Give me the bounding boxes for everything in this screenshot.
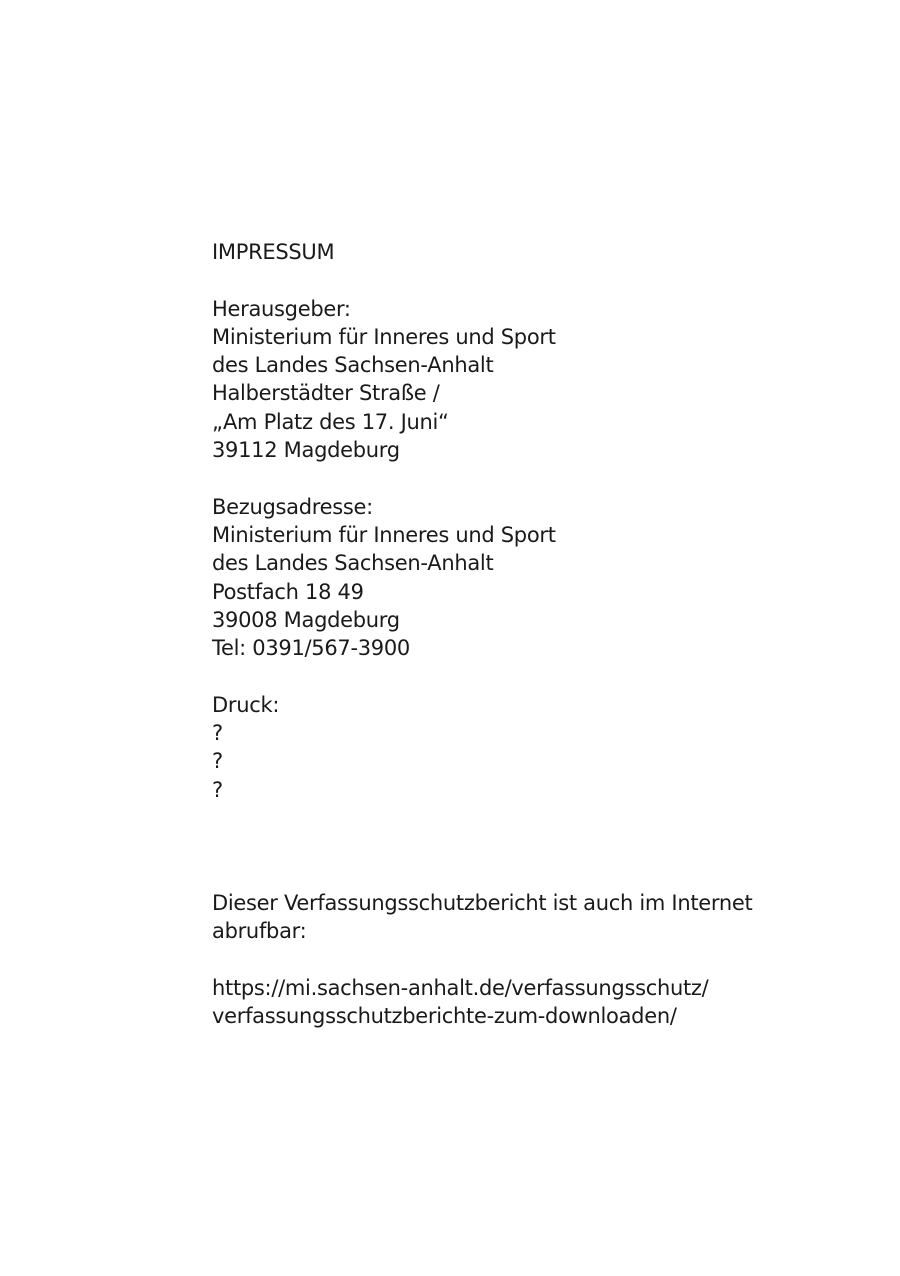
internet-note: Dieser Verfassungsschutzbericht ist auch im Internet abrufbar: [212,890,753,944]
delivery-address-line: Postfach 18 49 [212,579,364,604]
print-line: ? [212,749,223,774]
delivery-address-label: Bezugsadresse: [212,494,373,519]
delivery-address-line: 39008 Magdeburg [212,607,400,632]
publisher-line: des Landes Sachsen-Anhalt [212,353,494,378]
publisher-line: „Am Platz des 17. Juni“ [212,409,449,434]
publisher-line: 39112 Magdeburg [212,438,400,463]
internet-section [212,889,812,1030]
print-line: ? [212,721,223,746]
print-label: Druck: [212,692,280,717]
print-section [212,691,812,804]
impressum-page [212,238,812,1030]
publisher-line: Halberstädter Straße / [212,381,440,406]
print-line: ? [212,777,223,802]
delivery-address-line: Tel: 0391/567-3900 [212,636,410,661]
internet-url [212,974,812,1031]
url-line: https://mi.sachsen-anhalt.de/verfassungsschutz/ [212,975,709,1000]
url-line: verfassungsschutzberichte-zum-downloaden/ [212,1004,677,1029]
page-title: IMPRESSUM [212,240,335,264]
delivery-address-line: Ministerium für Inneres und Sport [212,522,556,547]
publisher-section [212,295,812,465]
publisher-label: Herausgeber: [212,296,351,321]
delivery-address-line: des Landes Sachsen-Anhalt [212,551,494,576]
delivery-address-section [212,493,812,663]
publisher-line: Ministerium für Inneres und Sport [212,324,556,349]
